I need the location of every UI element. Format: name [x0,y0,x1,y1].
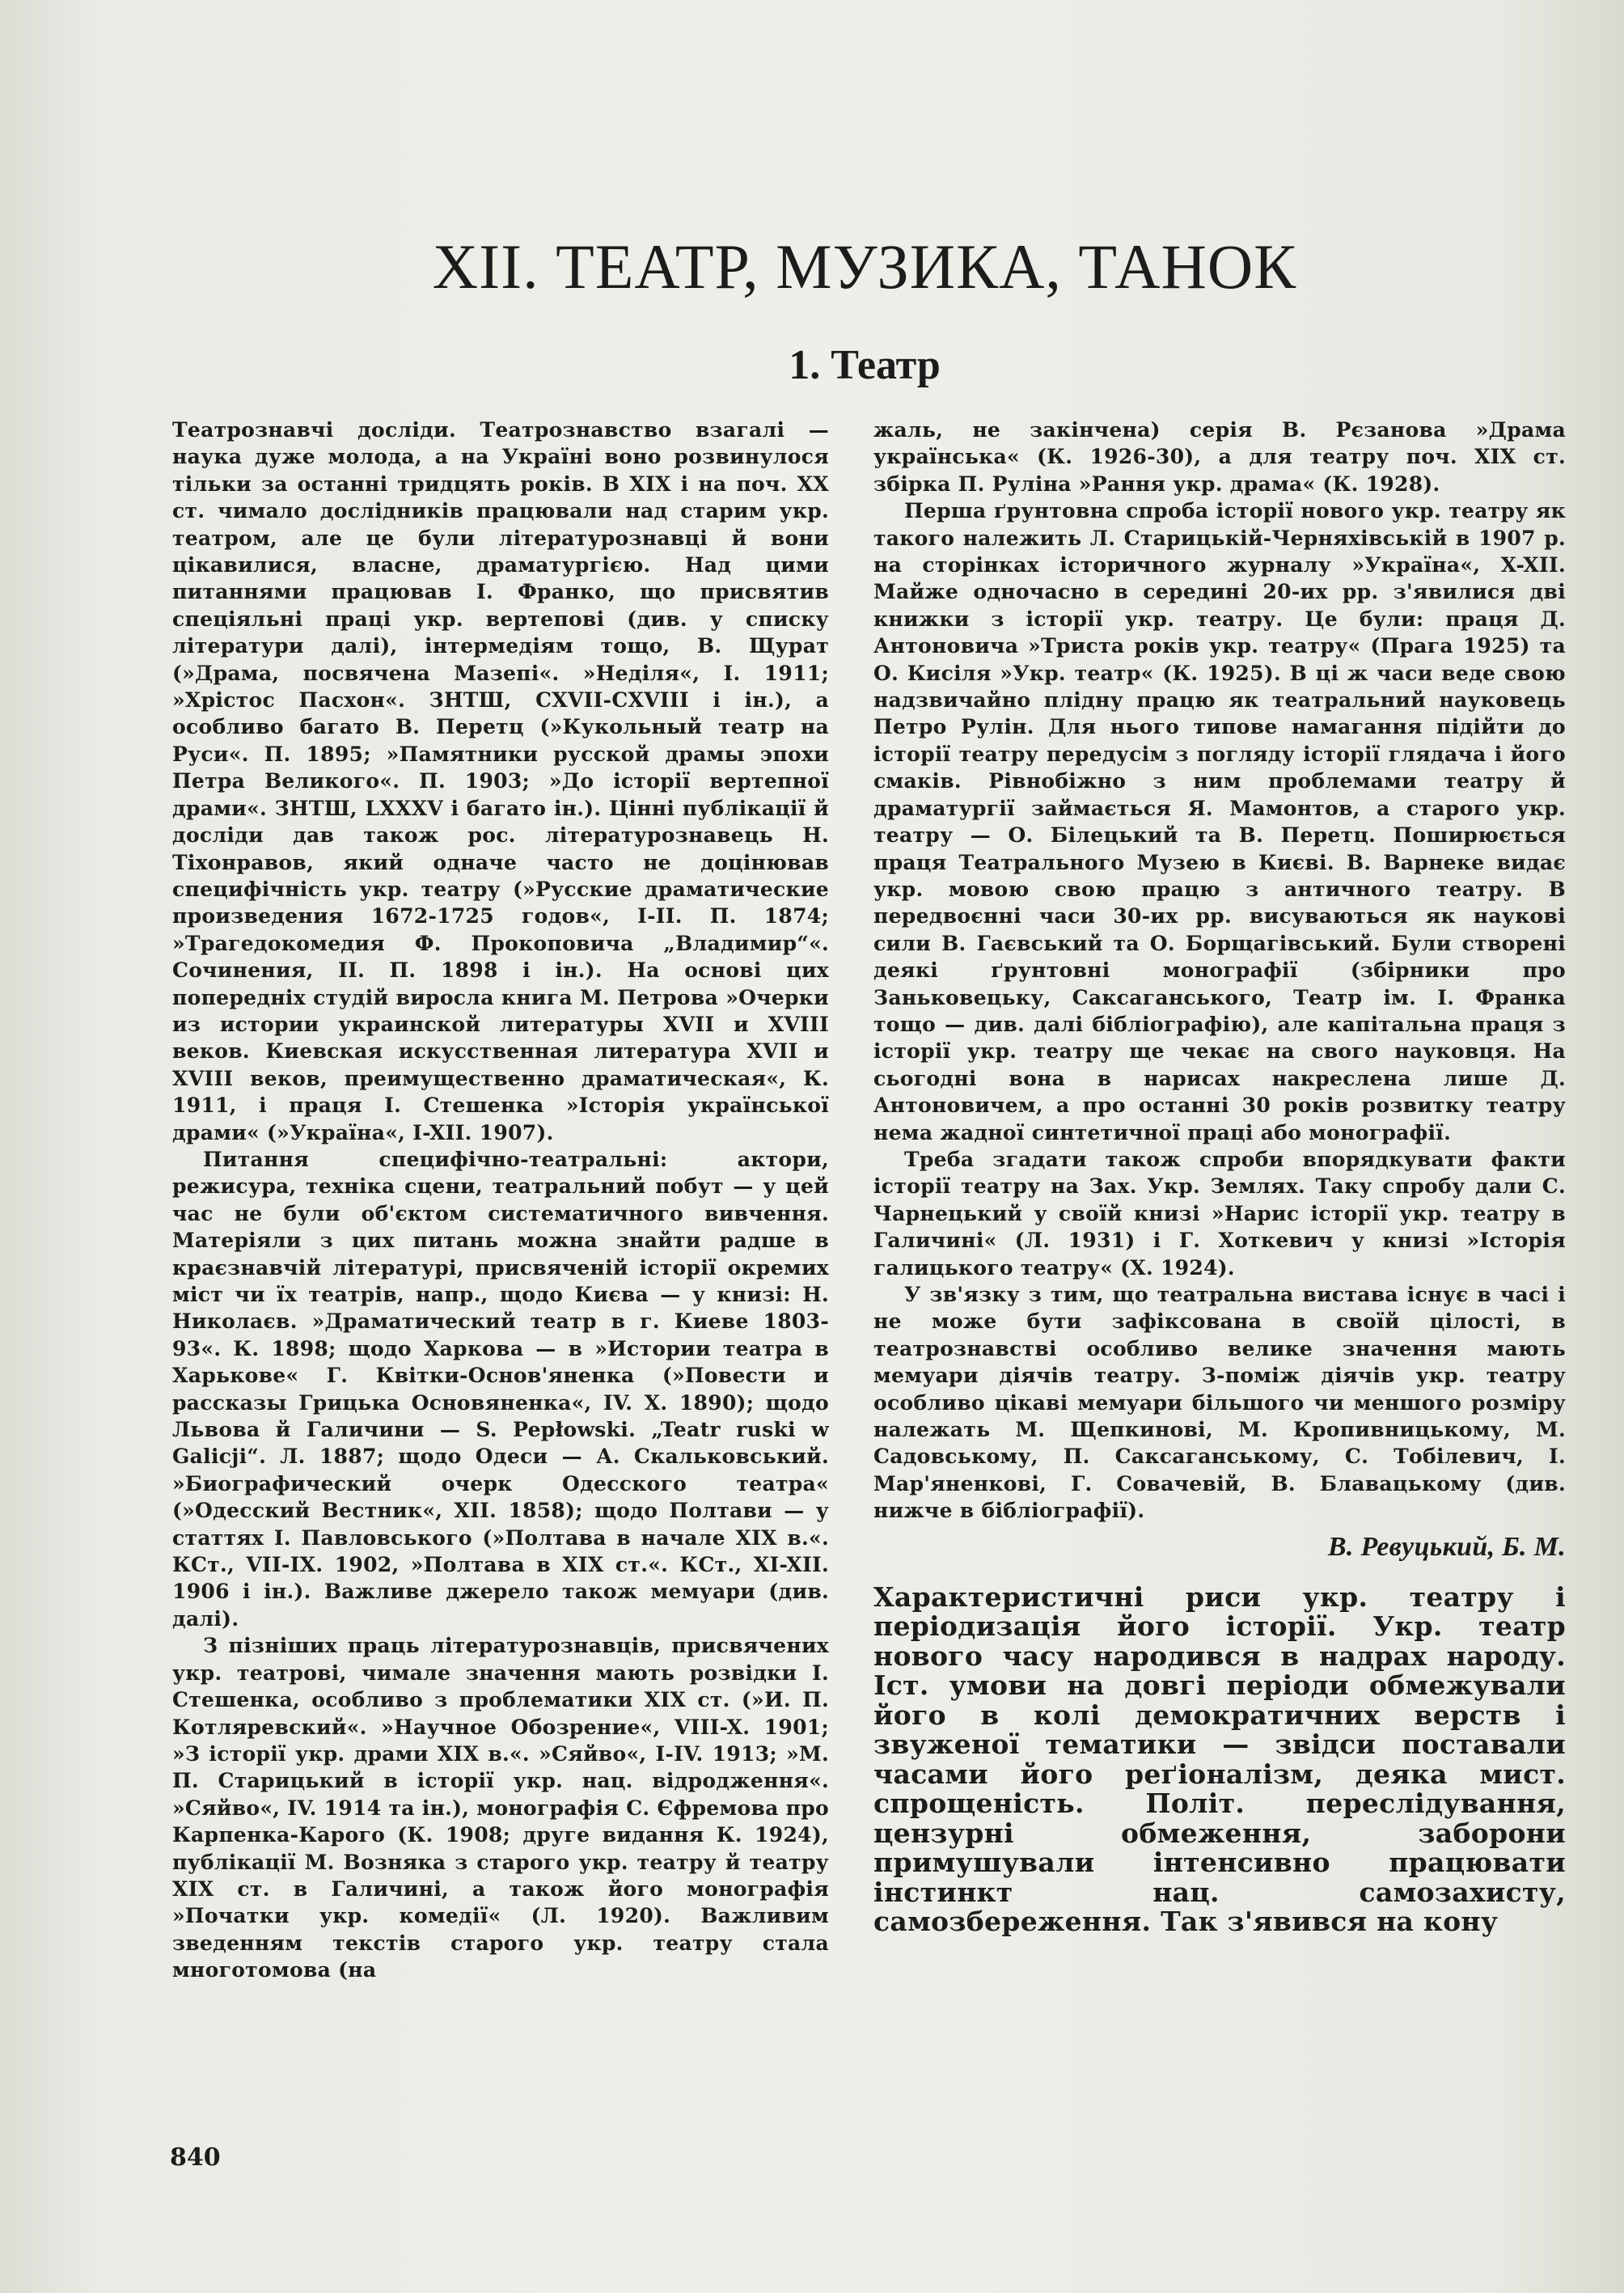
section-title: 1. Театр [789,342,941,388]
paragraph-continuation: жаль, не закінчена) серія В. Рєзанова »Драма українська« (К. 1926-30), а для театру поч. XIX ст. збірка П. Руліна »Рання укр. драма« (К. 1928). [873,418,1566,496]
chapter-title: XII. ТЕАТР, МУЗИКА, ТАНОК [432,231,1297,302]
paragraph-text: Укр. театр нового часу народився в надрах народу. Іст. умови на довгі періоди обмежували його в колі демократичних верств і звуженої тематики — звідси поставали часами його реґіоналізм, деяка мист. спрощеність. Політ. переслідування, цензурні обмеження, заборони примушували інтенсивно працювати інстинкт нац. самозахисту, самозбереження. Так з'явився на кону [873,1610,1566,1938]
paragraph-western-lands: Треба згадати також спроби впорядкувати факти історії театру на Зах. Укр. Землях. Таку спробу дали С. Чарнецький у своїй книзі »Нарис історії укр. театру в Галичині« (Л. 1931) і Г. Хоткевич у книзі »Історія галицького театру« (Х. 1924). [873,1147,1566,1280]
paragraph-memoirs: У зв'язку з тим, що театральна вистава існує в часі і не може бути зафіксована в своїй цілості, в театрознавстві особливо велике значення мають мемуари діячів театру. З-поміж діячів укр. театру особливо цікаві мемуари більшого чи меншого розміру належать М. Щепкинові, М. Кропивницькому, М. Садовському, П. Саксаганському, С. Тобілевич, І. Мар'яненкові, Г. Совачевій, В. Блавацькому (див. нижче в бібліографії). [873,1283,1566,1523]
characteristics-section [873,1580,1566,1938]
page-number: 840 [170,2143,221,2172]
paragraph-lead: Характеристичні риси укр. театру і періодизація його історії. [873,1580,1566,1643]
paragraph-characteristics [873,1580,1566,1938]
paragraph-lead: Театрознавчі досліди. [172,418,456,442]
paragraph-text: Театрознавство взагалі — наука дуже молода, а на Україні воно розвинулося тільки за останні тридцять років. В XIX і на поч. XX ст. чимало дослідників працювали над старим укр. театром, але це були літературознавці й вони цікавилися, власне, драматургією. Над цими питаннями працював І. Франко, що присвятив спеціяльні праці укр. вертепові (див. у списку літератури далі), інтермедіям тощо, В. Щурат (»Драма, посвячена Мазепі«. »Неділя«, І. 1911; »Хрістос Пасхон«. ЗНТШ, CXVII-CXVIII і ін.), а особливо багато В. Перетц (»Кукольный театр на Руси«. П. 1895; »Памятники русской драмы эпохи Петра Великого«. П. 1903; »До історії вертепної драми«. ЗНТШ, LXXXV і багато ін.). Цінні публікації й досліди дав також рос. літературознавець Н. Тіхонравов, який одначе часто не доцінював специфічність укр. театру (»Русские драматические произведения 1672-1725 годов«, I-II. П. 1874; »Трагедокомедия Ф. Прокоповича „Владимир“«. Сочинения, II. П. 1898 і ін.). На основі цих попередніх студій виросла книга М. Петрова »Очерки из истории украинской литературы XVII и XVIII веков. Киевская искусственная литература XVII и XVIII веков, преимущественно драматическая«, К. 1911, і праця І. Стешенка »Історія української драми« (»Україна«, I-XII. 1907). [172,418,829,1144]
paragraph-theatre-questions: Питання специфічно-театральні: актори, режисура, техніка сцени, театральний побут — у цей час не були об'єктом систематичного вивчення. Матеріяли з цих питань можна знайти радше в краєзнавчій літературі, присвяченій історії окремих міст чи їх театрів, напр., щодо Києва — у книзі: Н. Николаєв. »Драматический театр в г. Киеве 1803-93«. К. 1898; щодо Харкова — в »Истории театра в Харькове« Г. Квітки-Основ'яненка (»Повести и рассказы Грицька Основяненка«, IV. Х. 1890); щодо Львова й Галичини — S. Pepłowski. „Teatr ruski w Galicji“. Л. 1887; щодо Одеси — А. Скальковський. »Биографический очерк Одесского театра« (»Одесский Вестник«, XII. 1858); щодо Полтави — у статтях І. Павловського (»Полтава в начале XIX в.«. КСт., VII-IX. 1902, »Полтава в XIX ст.«. КСт., XI-XII. 1906 і ін.). Важливе джерело також мемуари (див. далі). [172,1147,829,1631]
paragraph-theatre-studies [172,417,829,1146]
author-signature: В. Ревуцький, Б. М. [1327,1531,1566,1562]
paragraph-later-works: З пізніших праць літературознавців, присвячених укр. театрові, чимале значення мають розвідки І. Стешенка, особливо з проблематики XIX ст. (»И. П. Котляревский«. »Научное Обозрение«, VIII-X. 1901; »З історії укр. драми XIX в.«. »Сяйво«, I-IV. 1913; »М. П. Старицький в історії укр. нац. відродження«. »Сяйво«, IV. 1914 та ін.), монографія С. Єфремова про Карпенка-Карого (К. 1908; друге видання К. 1924), публікації М. Возняка з старого укр. театру й театру XIX ст. в Галичині, а також його монографія »Початки укр. комедії« (Л. 1920). Важливим зведенням текстів старого укр. театру стала многотомова (на [172,1634,829,1982]
right-column [873,417,1566,1937]
left-column [172,417,829,1984]
paragraph-first-history: Перша ґрунтовна спроба історії нового укр. театру як такого належить Л. Старицькій-Черняхівській в 1907 р. на сторінках історичного журналу »Україна«, X-XII. Майже одночасно в середині 20-их рр. з'явилися дві книжки з історії укр. театру. Це були: праця Д. Антоновича »Триста років укр. театру« (Прага 1925) та О. Кисіля »Укр. театр« (К. 1925). В ці ж часи веде свою надзвичайно плідну працю як театральний науковець Петро Рулін. Для нього типове намагання підійти до історії театру передусім з погляду історії глядача і його смаків. Рівнобіжно з ним проблемами театру й драматургії займається Я. Мамонтов, а старого укр. театру — О. Білецький та В. Перетц. Поширюється праця Театрального Музею в Києві. В. Варнеке видає укр. мовою свою працю з античного театру. В передвоєнні часи 30-их рр. висуваються як наукові сили В. Гаєвський та О. Борщагівський. Були створені деякі ґрунтовні монографії (збірники про Заньковецьку, Саксаганського, Театр ім. І. Франка тощо — див. далі бібліографію), але капітальна праця з історії укр. театру ще чекає на свого науковця. На сьогодні вона в нарисах накреслена лише Д. Антоновичем, а про останні 30 років розвитку театру нема жадної синтетичної праці або монографії. [873,499,1566,1144]
